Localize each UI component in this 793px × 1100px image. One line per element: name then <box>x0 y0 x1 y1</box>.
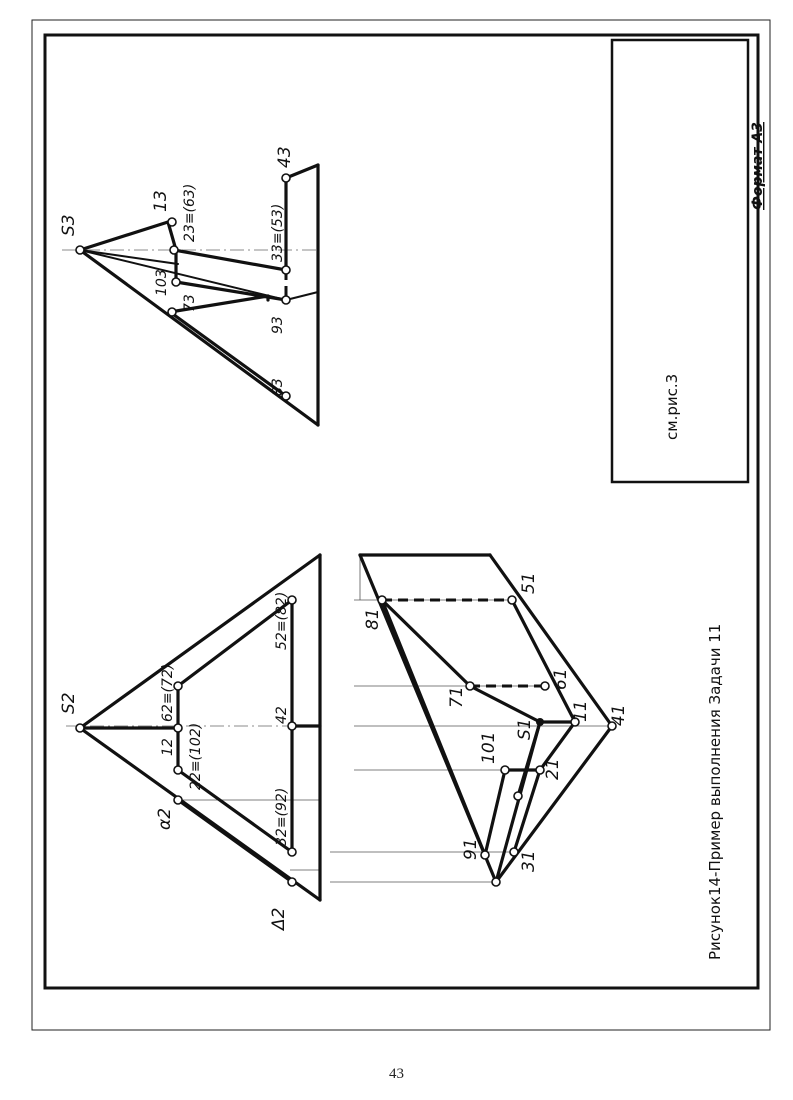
label-52: 52≡(82) <box>274 591 290 650</box>
label-21: 21 <box>543 758 563 780</box>
format-label: Формат А3 <box>750 122 766 210</box>
label-23: 23≡(63) <box>182 183 198 242</box>
label-42: 42 <box>274 706 290 724</box>
outer-frame <box>32 20 770 1030</box>
label-33: 33≡(53) <box>270 203 286 262</box>
label-83: 83 <box>270 378 286 396</box>
label-41: 41 <box>609 704 629 726</box>
label-s2: S2 <box>59 692 79 714</box>
label-32: 32≡(92) <box>274 787 290 846</box>
label-31: 31 <box>519 850 539 872</box>
label-61: 61 <box>551 668 571 690</box>
label-s1: S1 <box>515 718 535 740</box>
label-11: 11 <box>571 700 591 722</box>
label-alpha2: α2 <box>155 807 175 830</box>
label-101: 101 <box>479 731 499 764</box>
top-view <box>330 555 629 886</box>
frontal-view <box>59 555 320 932</box>
label-103: 103 <box>154 269 170 296</box>
label-22: 22≡(102) <box>188 722 204 790</box>
label-62: 62≡(72) <box>160 663 176 722</box>
label-12: 12 <box>160 738 176 756</box>
label-delta2: Δ2 <box>269 907 289 930</box>
label-13: 13 <box>151 190 171 212</box>
label-91: 91 <box>461 838 481 860</box>
label-81: 81 <box>363 608 383 630</box>
page-number: 43 <box>389 1066 404 1082</box>
label-73: 73 <box>182 294 198 312</box>
label-s3: S3 <box>59 214 79 236</box>
label-43: 43 <box>275 146 295 168</box>
label-93: 93 <box>270 316 286 334</box>
figure-caption: Рисунок14-Пример выполнения Задачи 11 <box>706 623 724 960</box>
title-block-reference: см.рис.3 <box>663 373 681 440</box>
label-71: 71 <box>447 686 467 708</box>
label-51: 51 <box>519 572 539 594</box>
profile-view <box>59 146 320 425</box>
inner-frame <box>45 35 758 988</box>
